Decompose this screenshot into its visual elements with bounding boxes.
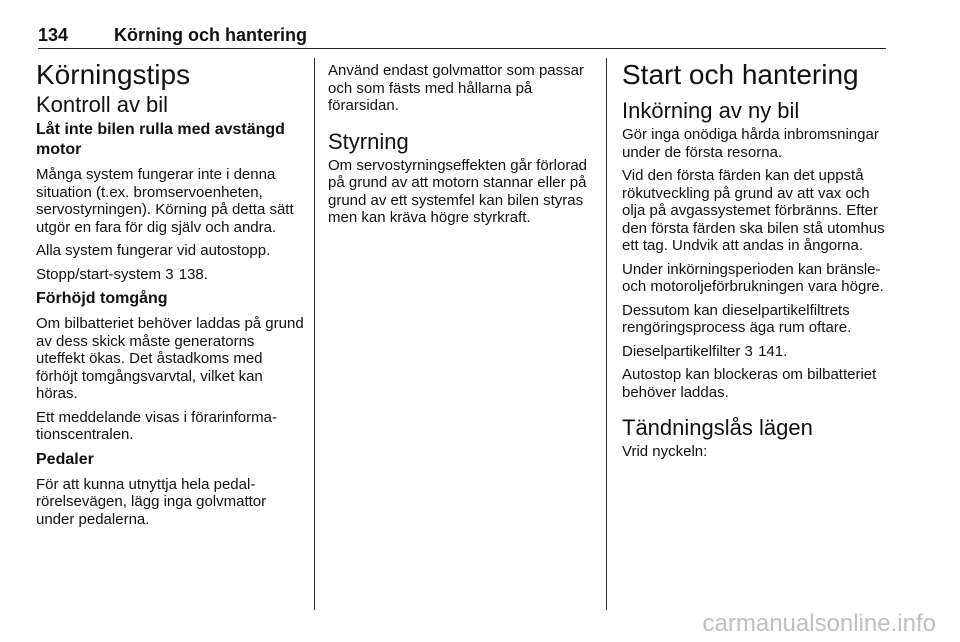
section-title: Körningstips [36, 59, 191, 90]
watermark: carmanualsonline.info [702, 610, 936, 637]
column-1 [36, 58, 306, 534]
subsection-title: Tändningslås lägen [622, 415, 813, 440]
column-2 [328, 62, 594, 233]
paragraph: Gör inga onödiga hårda inbromsningar under de första resorna. [622, 126, 879, 161]
section-title: Start och hantering [622, 59, 859, 90]
subsection-title: Styrning [328, 128, 409, 154]
heading: Låt inte bilen rulla med avstängd motor [36, 121, 285, 158]
paragraph-xref [622, 343, 894, 361]
page-ref-icon: 3 [165, 265, 174, 283]
paragraph: Vrid nyckeln: [622, 443, 708, 460]
paragraph: Vid den första färden kan det uppstå rökutveckling på grund av att vax och olja på avgassystemet förbränns. Efter den första färden ska bilen stå utomhus ett tag. Undvik att andas in ångorna. [622, 167, 885, 254]
page-header [38, 22, 886, 49]
paragraph: Alla system fungerar vid autostopp. [36, 242, 271, 259]
paragraph-xref [36, 266, 306, 284]
paragraph: Använd endast golvmattor som passar och som fästs med hållarna på förarsidan. [328, 62, 584, 114]
xref-label: Dieselpartikelfilter [622, 342, 741, 360]
heading: Förhöjd tomgång [36, 290, 168, 307]
page-number: 134 [38, 25, 69, 45]
page-ref-link[interactable]: 138. [178, 265, 208, 283]
paragraph: Om bilbatteriet behöver laddas på grund av dess skick måste generatorns uteffekt ökas. Det åstadkoms med förhöjt tomgångsvarvtal, vilket kan höras. [36, 315, 304, 402]
paragraph: Dessutom kan dieselpartikelfiltrets rengöringsprocess äga rum oftare. [622, 301, 852, 336]
paragraph: Autostop kan blockeras om bilbatteriet behöver laddas. [622, 366, 877, 401]
heading: Pedaler [36, 450, 94, 468]
paragraph: Under inkörningsperioden kan bränsle- och motoroljeförbrukningen vara högre. [622, 260, 884, 295]
paragraph: För att kunna utnyttja hela pedalrörelsevägen, lägg inga golvmattor under pedalerna. [36, 475, 267, 528]
column-3 [622, 58, 894, 467]
subsection-title: Kontroll av bil [36, 92, 169, 117]
column-divider [606, 58, 607, 610]
paragraph: Ett meddelande visas i förarinformationscentralen. [36, 408, 277, 443]
column-divider [314, 58, 315, 610]
xref-label: Stopp/start-system [36, 265, 162, 283]
paragraph: Många system fungerar inte i denna situation (t.ex. bromservoenheten, servostyrningen). Körning på detta sätt utgör en fara för dig själv och andra. [36, 166, 294, 236]
chapter-title: Körning och hantering [114, 25, 307, 45]
page-ref-link[interactable]: 141. [758, 342, 788, 360]
subsection-title: Inkörning av ny bil [622, 98, 800, 123]
paragraph: Om servostyrningseffekten går förlorad på grund av att motorn stannar eller på grund av ett systemfel kan bilen styras men kan kräva högre styrkraft. [328, 156, 588, 226]
page-ref-icon: 3 [744, 342, 753, 360]
